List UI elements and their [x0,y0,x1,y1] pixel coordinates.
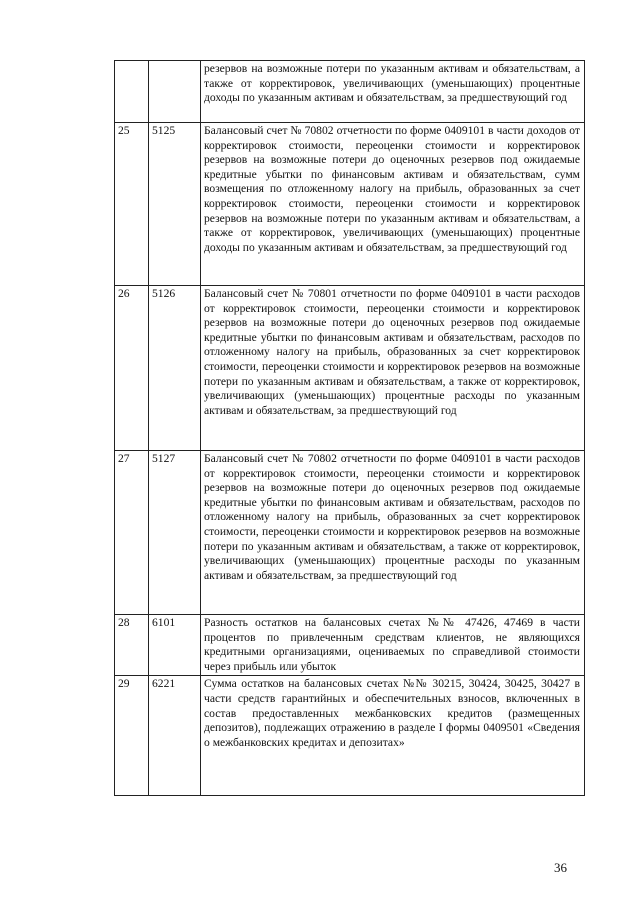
row-code: 5126 [149,286,201,451]
row-number: 27 [115,451,149,615]
row-code: 6101 [149,615,201,676]
row-description: Балансовый счет № 70802 отчетности по форме 0409101 в части расходов от корректировок стоимости, переоценки стоимости и корректировок резервов на возможные потери до оценочных резервов под ожидаемые кредитные убытки по финансовым активам и обязательствам, расходов по отложенному налогу на прибыль, образованных за счет корректировок стоимости, переоценки стоимости и корректировок резервов на возможные потери по указанным активам и обязательствам, а также от корректировок, увеличивающих (уменьшающих) процентные расходы по указанным активам и обязательствам, за предшествующий год [201,451,585,615]
table-row [115,61,585,123]
row-number: 25 [115,123,149,286]
table-row [115,123,585,286]
table-row [115,451,585,615]
page-number: 36 [554,860,567,875]
row-description: Сумма остатков на балансовых счетах №№ 30215, 30424, 30425, 30427 в части средств гарантийных и обеспечительных взносов, включенных в состав предоставленных межбанковских кредитов (размещенных депозитов), подлежащих отражению в разделе I формы 0409501 «Сведения о межбанковских кредитах и депозитах» [201,676,585,796]
row-number: 28 [115,615,149,676]
row-code: 5125 [149,123,201,286]
row-code [149,61,201,123]
row-code: 6221 [149,676,201,796]
table-row [115,615,585,676]
codes-table [114,60,585,796]
row-description: Балансовый счет № 70801 отчетности по форме 0409101 в части расходов от корректировок стоимости, переоценки стоимости и корректировок резервов на возможные потери до оценочных резервов под ожидаемые кредитные убытки по финансовым активам и обязательствам, расходов по отложенному налогу на прибыль, образованных за счет корректировок стоимости, переоценки стоимости и корректировок резервов на возможные потери по указанным активам и обязательствам, а также от корректировок, увеличивающих (уменьшающих) процентные расходы по указанным активам и обязательствам, за предшествующий год [201,286,585,451]
table-row [115,676,585,796]
row-number: 29 [115,676,149,796]
row-description: Разность остатков на балансовых счетах №№ 47426, 47469 в части процентов по привлеченным средствам клиентов, не являющихся кредитными организациями, оцениваемых по справедливой стоимости через прибыль или убыток [201,615,585,676]
row-description: резервов на возможные потери по указанным активам и обязательствам, а также от корректировок, увеличивающих (уменьшающих) процентные доходы по указанным активам и обязательствам, за предшествующий год [201,61,585,123]
row-number [115,61,149,123]
table-row [115,286,585,451]
row-number: 26 [115,286,149,451]
row-description: Балансовый счет № 70802 отчетности по форме 0409101 в части доходов от корректировок стоимости, переоценки стоимости и корректировок резервов на возможные потери до оценочных резервов под ожидаемые кредитные убытки по финансовым активам и обязательствам, сумм возмещения по отложенному налогу на прибыль, образованных за счет корректировок стоимости, переоценки стоимости и корректировок резервов на возможные потери по указанным активам и обязательствам, а также от корректировок, увеличивающих (уменьшающих) процентные доходы по указанным активам и обязательствам, за предшествующий год [201,123,585,286]
row-code: 5127 [149,451,201,615]
